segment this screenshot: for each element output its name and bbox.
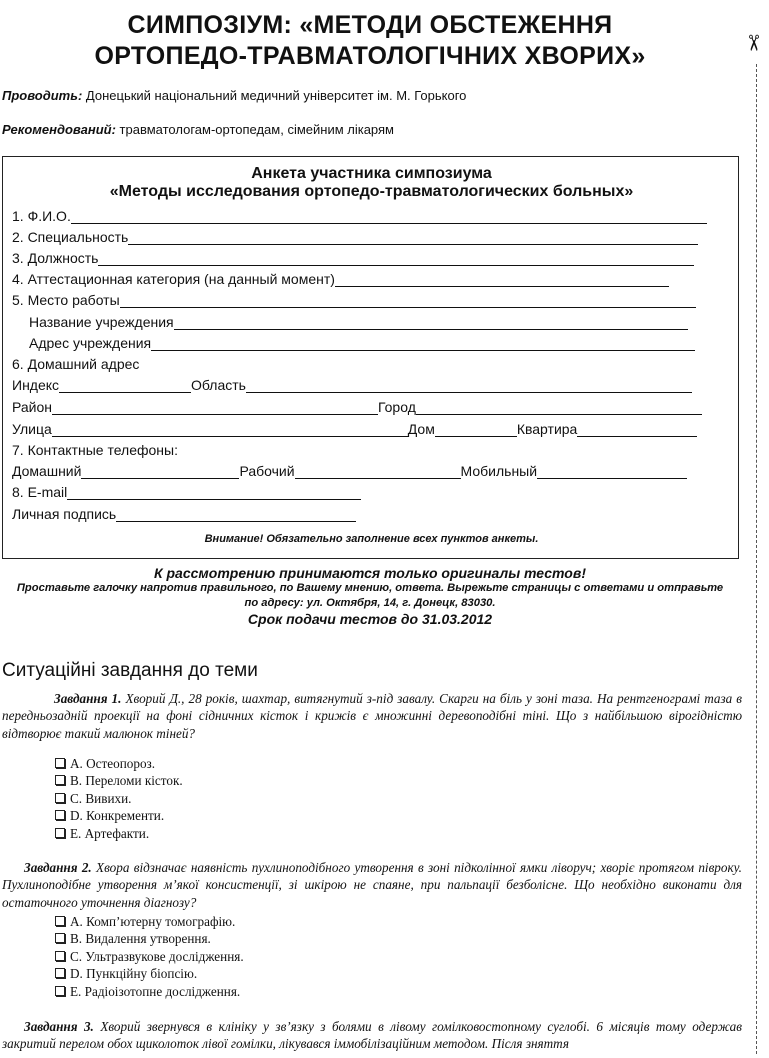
option-label: D. Конкременти. — [70, 808, 165, 824]
option-label: B. Переломи кісток. — [70, 773, 183, 789]
checkbox-icon — [55, 810, 65, 820]
district-city-row — [12, 395, 702, 415]
form-title-1: Анкета участника симпозиума — [251, 165, 492, 182]
index-field[interactable] — [59, 377, 191, 393]
task-2-option-c[interactable] — [55, 948, 244, 965]
task-1-option-a[interactable] — [55, 755, 183, 772]
task-2-option-d[interactable] — [55, 965, 244, 982]
specialty-row — [12, 225, 698, 245]
position-field[interactable] — [98, 250, 694, 266]
task-1 — [2, 690, 742, 742]
category-field[interactable] — [335, 271, 669, 287]
email-row — [12, 480, 361, 500]
apartment-field[interactable] — [577, 421, 697, 437]
specialty-label: 2. Специальность — [12, 229, 129, 245]
checkbox-icon — [55, 793, 65, 803]
checkbox-icon — [55, 916, 65, 926]
workplace-field[interactable] — [120, 292, 696, 308]
signature-label: Личная подпись — [12, 506, 117, 522]
task-3-text: Хворий звернувся в клініку у зв’язку з болями в лівому гомілковостопному суглобі. 6 місяців тому одержав закритий перелом обох щиколоток лівої гомілки, лікувався іммобілізаційним методом. Після зняття — [2, 1019, 742, 1052]
house-label: Дом — [407, 421, 435, 437]
institution-address-field[interactable] — [151, 335, 695, 351]
option-label: B. Видалення утворення. — [70, 931, 211, 947]
scissors-icon: ✂ — [741, 33, 767, 53]
task-1-option-d[interactable] — [55, 807, 183, 824]
task-1-option-c[interactable] — [55, 790, 183, 807]
task-3 — [2, 1018, 742, 1053]
task-1-text: Хворий Д., 28 років, шахтар, витягнутий з-під завалу. Скарги на біль у зоні таза. На рентгенограмі таза в передньозадній проекції на фоні сідничних кісток і крижів є множинні деревоподібні тіні. Що з найбільшою вірогідністю відтворює такий малюнок тіней? — [2, 691, 742, 741]
street-field[interactable] — [52, 421, 408, 437]
street-row — [12, 417, 697, 437]
institution-address-row — [29, 331, 695, 351]
phones-label: 7. Контактные телефоны: — [12, 442, 178, 458]
checkbox-icon — [55, 951, 65, 961]
option-label: E. Радіоізотопне дослідження. — [70, 983, 241, 999]
option-label: D. Пункційну біопсію. — [70, 966, 198, 982]
fio-row — [12, 204, 707, 224]
email-field[interactable] — [67, 484, 361, 500]
fio-label: 1. Ф.И.О. — [12, 208, 71, 224]
phone-home-label: Домашний — [12, 463, 82, 479]
cut-line — [756, 64, 757, 1054]
task-1-head: Завдання 1. — [54, 691, 122, 706]
workplace-label: 5. Место работы — [12, 292, 120, 308]
home-address-label: 6. Домашний адрес — [12, 356, 140, 372]
option-label: C. Вивихи. — [70, 790, 132, 806]
workplace-row — [12, 288, 696, 308]
questionnaire-form — [2, 156, 739, 559]
phone-work-field[interactable] — [295, 463, 461, 479]
index-label: Индекс — [12, 377, 60, 393]
checkbox-icon — [55, 986, 65, 996]
position-label: 3. Должность — [12, 250, 99, 266]
task-2-option-e[interactable] — [55, 983, 244, 1000]
district-field[interactable] — [52, 399, 378, 415]
page-title — [0, 10, 740, 72]
category-label: 4. Аттестационная категория (на данный момент) — [12, 271, 335, 287]
deadline: Срок подачи тестов до 31.03.2012 — [247, 611, 493, 627]
title-line-1: СИМПОЗІУМ: «МЕТОДИ ОБСТЕЖЕННЯ — [127, 11, 613, 39]
checkbox-icon — [55, 933, 65, 943]
phone-numbers-row — [12, 459, 687, 479]
phone-work-label: Рабочий — [239, 463, 295, 479]
institution-name-row — [29, 310, 688, 330]
phone-mobile-field[interactable] — [537, 463, 687, 479]
instructions-line-3: по адресу: ул. Октября, 14, г. Донецк, 83030. — [244, 597, 496, 609]
form-notice: Внимание! Обязательно заполнение всех пунктов анкеты. — [204, 533, 539, 545]
checkbox-icon — [55, 758, 65, 768]
option-label: E. Артефакти. — [70, 825, 150, 841]
option-label: C. Ультразвукове дослідження. — [70, 948, 244, 964]
title-line-2: ОРТОПЕДО-ТРАВМАТОЛОГІЧНИХ ХВОРИХ» — [94, 42, 646, 70]
email-label: 8. E-mail — [12, 484, 68, 500]
phone-mobile-label: Мобильный — [460, 463, 538, 479]
street-label: Улица — [12, 421, 52, 437]
signature-field[interactable] — [116, 506, 356, 522]
task-2 — [2, 859, 742, 911]
fio-field[interactable] — [71, 208, 707, 224]
institution-name-field[interactable] — [174, 314, 688, 330]
region-label: Область — [191, 377, 246, 393]
recommended-label: Рекомендований: — [2, 122, 116, 137]
category-row — [12, 267, 669, 287]
task-2-option-b[interactable] — [55, 930, 244, 947]
instructions-line-2: Проставьте галочку напротив правильного, по Вашему мнению, ответа. Вырежьте страницы с ответами и отправьте — [16, 582, 724, 594]
form-title-2: «Методы исследования ортопедо-травматологических больных» — [109, 183, 634, 200]
home-address-row — [12, 352, 139, 372]
task-2-options — [55, 913, 244, 1000]
option-label: A. Остеопороз. — [70, 756, 156, 771]
specialty-field[interactable] — [128, 229, 698, 245]
house-field[interactable] — [435, 421, 517, 437]
institution-address-label: Адрес учреждения — [29, 335, 152, 351]
section-title: Ситуаційні завдання до теми — [2, 660, 258, 681]
apartment-label: Квартира — [516, 421, 578, 437]
task-2-head: Завдання 2. — [24, 860, 92, 875]
checkbox-icon — [55, 968, 65, 978]
task-2-text: Хвора відзначає наявність пухлиноподібного утворення в зоні підколінної ямки ліворуч; хворіє протягом півроку. Пухлиноподібне утворення м’якої консистенції, зі шкірою не спаяне, при пальпації безболісне. Що необхідно виконати для остаточного уточнення діагнозу? — [2, 860, 742, 910]
index-region-row — [12, 373, 692, 393]
organizer-label: Проводить: — [2, 88, 83, 103]
option-label: A. Комп’ютерну томографію. — [70, 914, 236, 929]
city-field[interactable] — [416, 399, 702, 415]
task-1-option-b[interactable] — [55, 772, 183, 789]
checkbox-icon — [55, 828, 65, 838]
organizer-line — [2, 88, 466, 103]
signature-row — [12, 502, 356, 522]
region-field[interactable] — [246, 377, 692, 393]
institution-name-label: Название учреждения — [29, 314, 174, 330]
task-2-option-a[interactable] — [55, 913, 244, 930]
city-label: Город — [378, 399, 416, 415]
task-1-options — [55, 755, 183, 842]
position-row — [12, 246, 694, 266]
task-3-head: Завдання 3. — [24, 1019, 94, 1034]
phones-row — [12, 438, 178, 458]
instructions-line-1: К рассмотрению принимаются только оригиналы тестов! — [154, 565, 586, 581]
recommended-line — [2, 122, 394, 137]
recommended-value: травматологам-ортопедам, сімейним лікарям — [119, 122, 394, 137]
district-label: Район — [12, 399, 52, 415]
organizer-value: Донецький національний медичний університет ім. М. Горького — [85, 88, 467, 103]
checkbox-icon — [55, 775, 65, 785]
phone-home-field[interactable] — [81, 463, 239, 479]
task-1-option-e[interactable] — [55, 825, 183, 842]
